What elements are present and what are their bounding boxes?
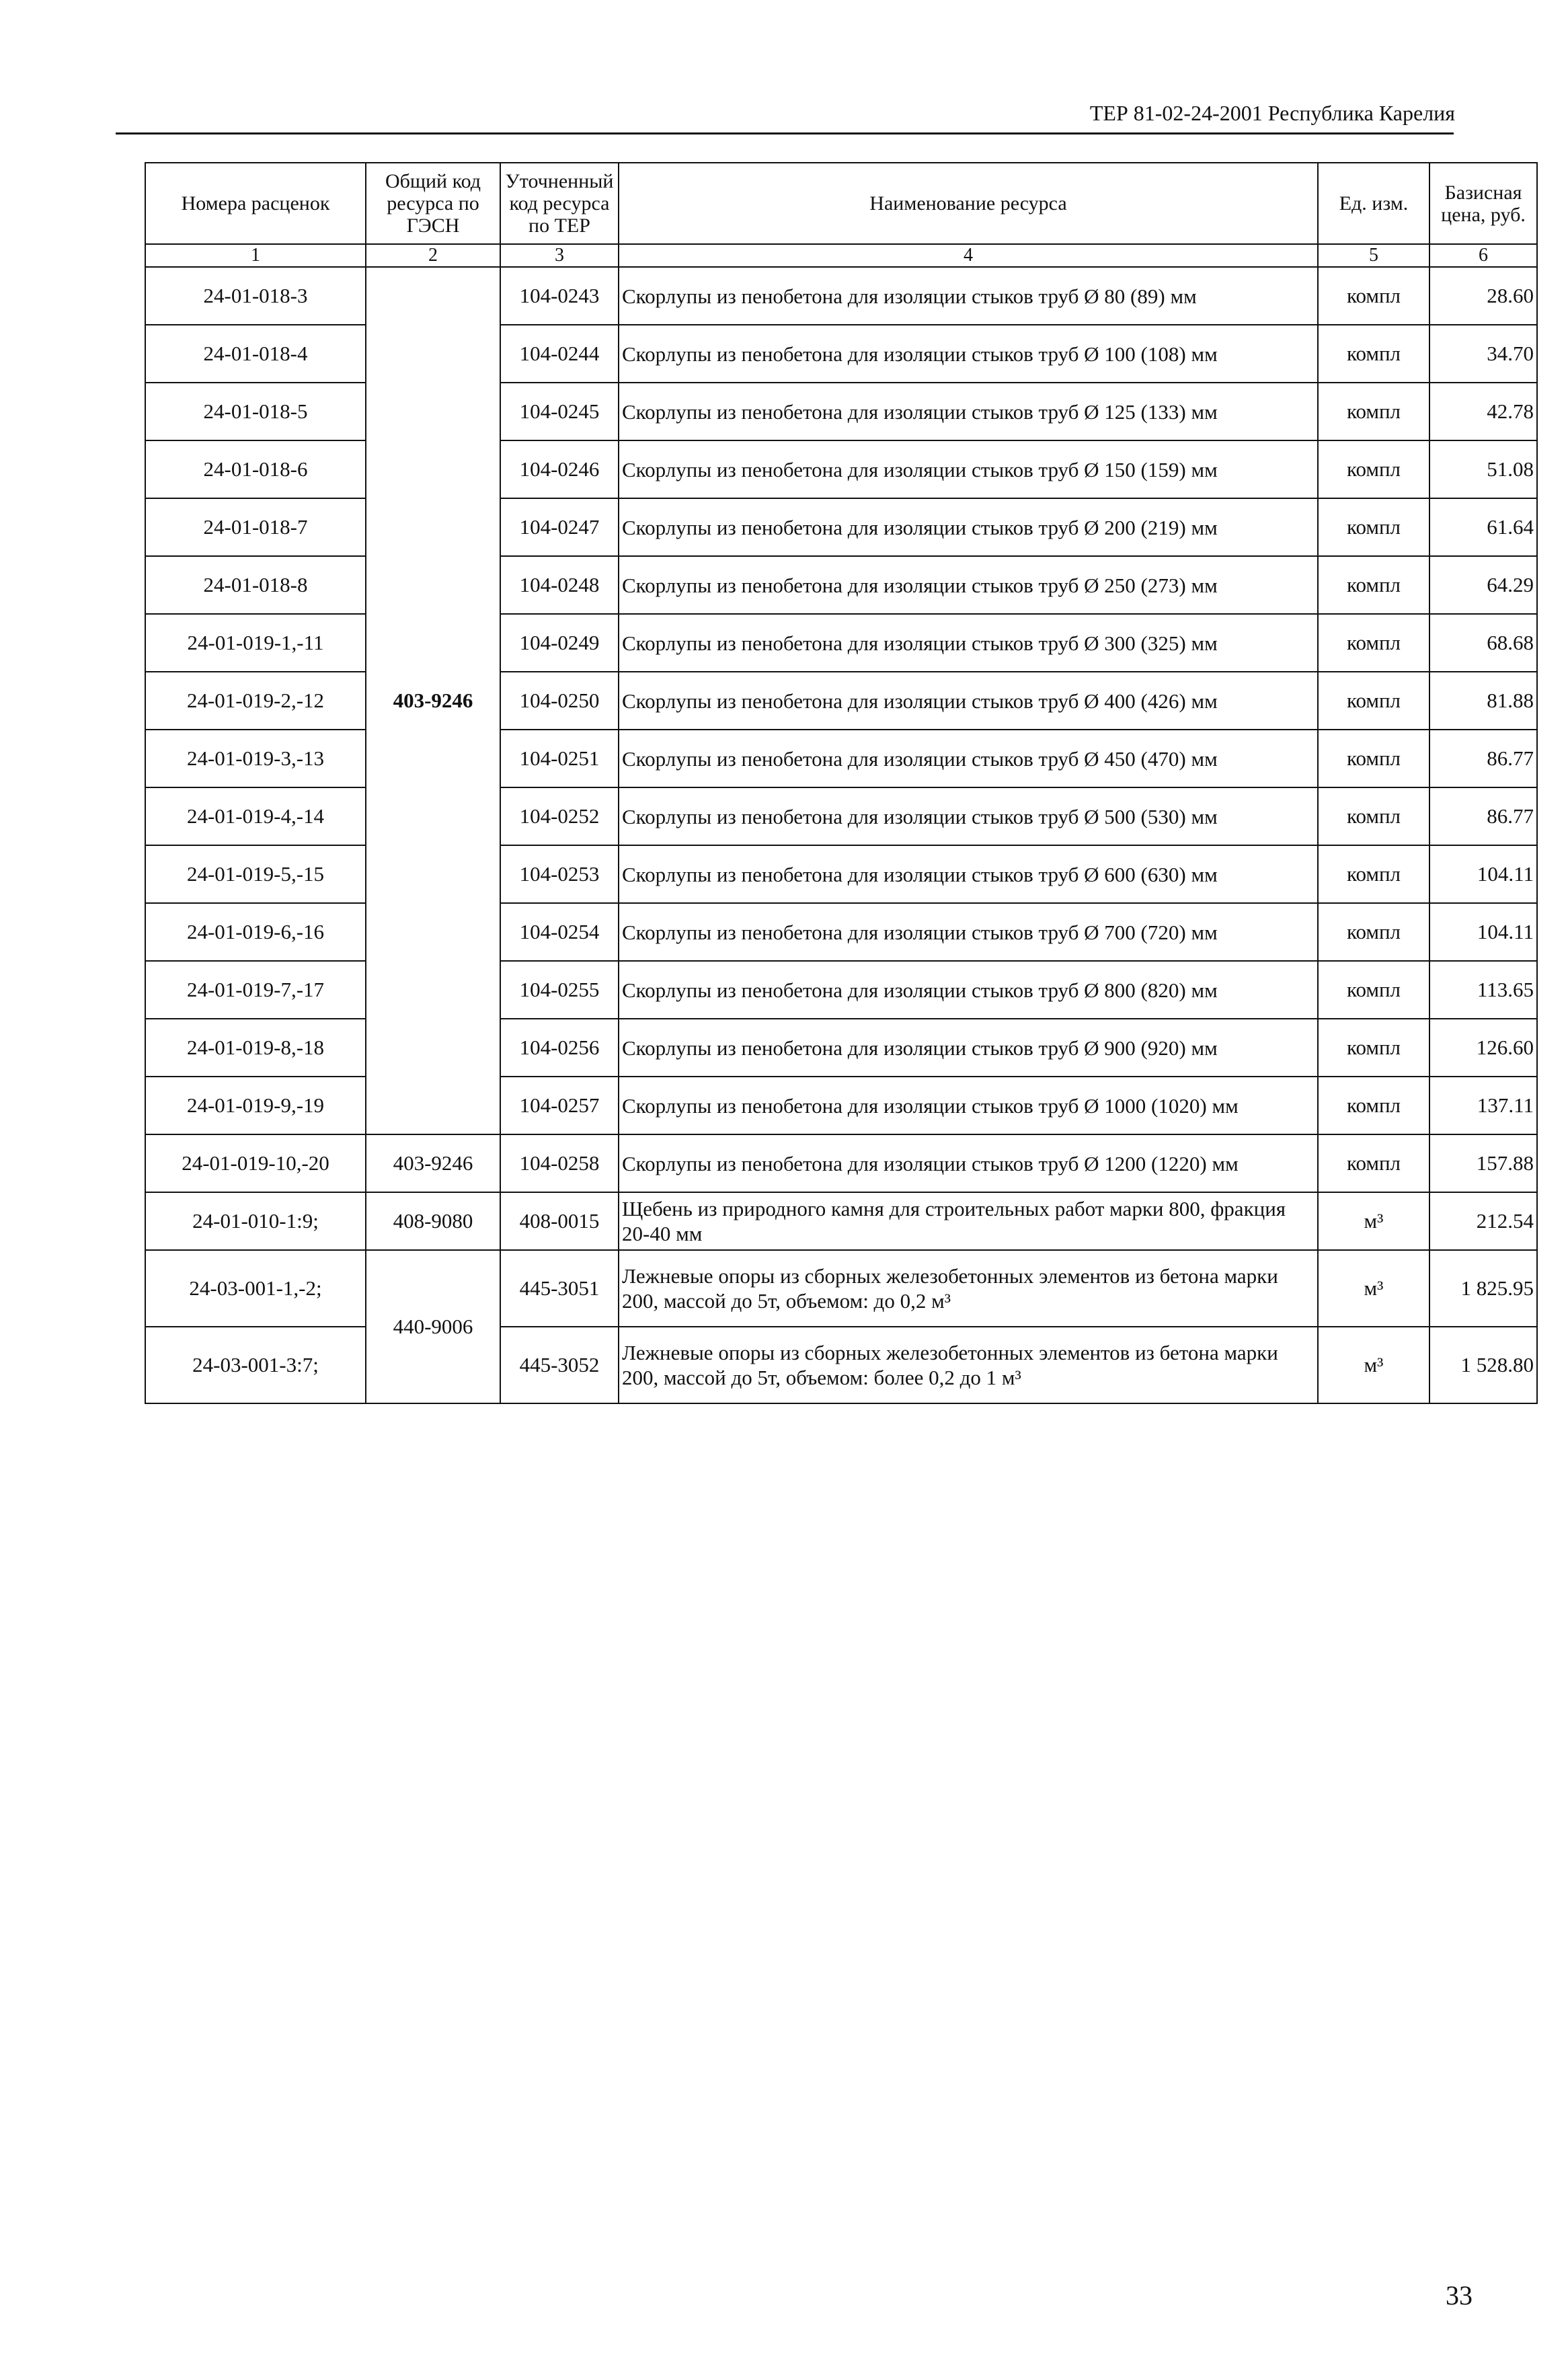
unit: компл (1318, 730, 1429, 787)
resource-name: Скорлупы из пенобетона для изоляции стыков труб Ø 300 (325) мм (619, 614, 1318, 672)
unit: компл (1318, 498, 1429, 556)
row-number: 24-01-010-1:9; (145, 1192, 366, 1250)
resource-name: Скорлупы из пенобетона для изоляции стыков труб Ø 600 (630) мм (619, 845, 1318, 903)
ter-code: 104-0254 (500, 903, 619, 961)
unit: компл (1318, 325, 1429, 383)
table-row (145, 730, 1537, 787)
unit: м³ (1318, 1192, 1429, 1250)
unit: компл (1318, 556, 1429, 614)
table-row (145, 1192, 1537, 1250)
row-number: 24-01-018-5 (145, 383, 366, 440)
resource-name: Скорлупы из пенобетона для изоляции стыков труб Ø 150 (159) мм (619, 440, 1318, 498)
ter-code: 104-0250 (500, 672, 619, 730)
resource-name: Скорлупы из пенобетона для изоляции стыков труб Ø 450 (470) мм (619, 730, 1318, 787)
resource-price-table (145, 162, 1538, 1404)
unit: компл (1318, 787, 1429, 845)
row-number: 24-01-019-2,-12 (145, 672, 366, 730)
price: 64.29 (1429, 556, 1537, 614)
gesn-code-cell: 408-9080 (366, 1192, 500, 1250)
price: 104.11 (1429, 903, 1537, 961)
resource-name: Скорлупы из пенобетона для изоляции стыков труб Ø 400 (426) мм (619, 672, 1318, 730)
price: 51.08 (1429, 440, 1537, 498)
price: 1 528.80 (1429, 1327, 1537, 1403)
table-row (145, 1327, 1537, 1403)
row-number: 24-01-019-3,-13 (145, 730, 366, 787)
price: 1 825.95 (1429, 1250, 1537, 1327)
ter-code: 104-0255 (500, 961, 619, 1019)
resource-name: Скорлупы из пенобетона для изоляции стыков труб Ø 800 (820) мм (619, 961, 1318, 1019)
unit: компл (1318, 1077, 1429, 1134)
table-row (145, 556, 1537, 614)
table-row (145, 498, 1537, 556)
row-number: 24-01-019-8,-18 (145, 1019, 366, 1077)
ter-code: 445-3051 (500, 1250, 619, 1327)
column-header-number: Номера расценок (145, 163, 366, 244)
column-number-row (145, 244, 1537, 267)
ter-code: 104-0258 (500, 1134, 619, 1192)
resource-name: Скорлупы из пенобетона для изоляции стыков труб Ø 200 (219) мм (619, 498, 1318, 556)
price: 42.78 (1429, 383, 1537, 440)
resource-name: Скорлупы из пенобетона для изоляции стыков труб Ø 1000 (1020) мм (619, 1077, 1318, 1134)
row-number: 24-01-019-9,-19 (145, 1077, 366, 1134)
column-header-resource-name: Наименование ресурса (619, 163, 1318, 244)
resource-name: Скорлупы из пенобетона для изоляции стыков труб Ø 100 (108) мм (619, 325, 1318, 383)
price: 137.11 (1429, 1077, 1537, 1134)
page-header-title: ТЕР 81-02-24-2001 Республика Карелия (1089, 101, 1455, 125)
ter-code: 104-0257 (500, 1077, 619, 1134)
column-number: 2 (366, 244, 500, 267)
column-number: 1 (145, 244, 366, 267)
ter-code: 445-3052 (500, 1327, 619, 1403)
ter-code: 104-0246 (500, 440, 619, 498)
row-number: 24-01-019-4,-14 (145, 787, 366, 845)
column-header-unit: Ед. изм. (1318, 163, 1429, 244)
table-row (145, 267, 1537, 325)
price: 61.64 (1429, 498, 1537, 556)
resource-name: Скорлупы из пенобетона для изоляции стыков труб Ø 1200 (1220) мм (619, 1134, 1318, 1192)
resource-name: Скорлупы из пенобетона для изоляции стыков труб Ø 900 (920) мм (619, 1019, 1318, 1077)
price: 113.65 (1429, 961, 1537, 1019)
row-number: 24-01-018-4 (145, 325, 366, 383)
row-number: 24-01-019-7,-17 (145, 961, 366, 1019)
unit: компл (1318, 672, 1429, 730)
unit: компл (1318, 845, 1429, 903)
resource-name: Скорлупы из пенобетона для изоляции стыков труб Ø 125 (133) мм (619, 383, 1318, 440)
resource-name: Лежневые опоры из сборных железобетонных элементов из бетона марки 200, массой до 5т, объемом: более 0,2 до 1 м³ (619, 1327, 1318, 1403)
table-row (145, 961, 1537, 1019)
row-number: 24-01-019-10,-20 (145, 1134, 366, 1192)
table-row (145, 845, 1537, 903)
ter-code: 104-0248 (500, 556, 619, 614)
column-number: 3 (500, 244, 619, 267)
row-number: 24-03-001-3:7; (145, 1327, 366, 1403)
ter-code: 104-0251 (500, 730, 619, 787)
table-row (145, 672, 1537, 730)
unit: компл (1318, 1134, 1429, 1192)
unit: компл (1318, 614, 1429, 672)
ter-code: 408-0015 (500, 1192, 619, 1250)
price: 28.60 (1429, 267, 1537, 325)
resource-name: Скорлупы из пенобетона для изоляции стыков труб Ø 250 (273) мм (619, 556, 1318, 614)
price: 126.60 (1429, 1019, 1537, 1077)
table-row (145, 1019, 1537, 1077)
resource-name: Скорлупы из пенобетона для изоляции стыков труб Ø 500 (530) мм (619, 787, 1318, 845)
column-header-gesn-code: Общий код ресурса по ГЭСН (366, 163, 500, 244)
row-number: 24-01-018-8 (145, 556, 366, 614)
price: 86.77 (1429, 787, 1537, 845)
table-row (145, 1077, 1537, 1134)
unit: м³ (1318, 1250, 1429, 1327)
ter-code: 104-0252 (500, 787, 619, 845)
row-number: 24-01-018-6 (145, 440, 366, 498)
unit: компл (1318, 903, 1429, 961)
ter-code: 104-0245 (500, 383, 619, 440)
ter-code: 104-0256 (500, 1019, 619, 1077)
row-number: 24-01-019-1,-11 (145, 614, 366, 672)
column-header-ter-code: Уточненный код ресурса по ТЕР (500, 163, 619, 244)
price: 104.11 (1429, 845, 1537, 903)
column-header-price: Базисная цена, руб. (1429, 163, 1537, 244)
column-number: 6 (1429, 244, 1537, 267)
table-row (145, 614, 1537, 672)
price: 212.54 (1429, 1192, 1537, 1250)
price: 86.77 (1429, 730, 1537, 787)
price: 34.70 (1429, 325, 1537, 383)
row-number: 24-01-018-7 (145, 498, 366, 556)
ter-code: 104-0243 (500, 267, 619, 325)
price: 68.68 (1429, 614, 1537, 672)
row-number: 24-03-001-1,-2; (145, 1250, 366, 1327)
table-row (145, 787, 1537, 845)
table-row (145, 325, 1537, 383)
unit: компл (1318, 1019, 1429, 1077)
resource-name: Скорлупы из пенобетона для изоляции стыков труб Ø 700 (720) мм (619, 903, 1318, 961)
ter-code: 104-0249 (500, 614, 619, 672)
unit: компл (1318, 961, 1429, 1019)
row-number: 24-01-019-6,-16 (145, 903, 366, 961)
resource-name: Лежневые опоры из сборных железобетонных элементов из бетона марки 200, массой до 5т, объемом: до 0,2 м³ (619, 1250, 1318, 1327)
table-row (145, 440, 1537, 498)
row-number: 24-01-018-3 (145, 267, 366, 325)
header-rule (116, 132, 1454, 134)
ter-code: 104-0253 (500, 845, 619, 903)
resource-name: Щебень из природного камня для строительных работ марки 800, фракция 20-40 мм (619, 1192, 1318, 1250)
unit: компл (1318, 383, 1429, 440)
unit: м³ (1318, 1327, 1429, 1403)
column-number: 4 (619, 244, 1318, 267)
unit: компл (1318, 440, 1429, 498)
price: 157.88 (1429, 1134, 1537, 1192)
table-row (145, 1250, 1537, 1327)
unit: компл (1318, 267, 1429, 325)
ter-code: 104-0244 (500, 325, 619, 383)
row-number: 24-01-019-5,-15 (145, 845, 366, 903)
table-row (145, 1134, 1537, 1192)
gesn-code-cell: 440-9006 (366, 1250, 500, 1403)
column-number: 5 (1318, 244, 1429, 267)
table-row (145, 383, 1537, 440)
ter-code: 104-0247 (500, 498, 619, 556)
gesn-code-cell: 403-9246 (366, 1134, 500, 1192)
page-number: 33 (1446, 2280, 1473, 2310)
resource-name: Скорлупы из пенобетона для изоляции стыков труб Ø 80 (89) мм (619, 267, 1318, 325)
table-header-row (145, 163, 1537, 244)
gesn-code-cell: 403-9246 (366, 267, 500, 1134)
price: 81.88 (1429, 672, 1537, 730)
table-row (145, 903, 1537, 961)
